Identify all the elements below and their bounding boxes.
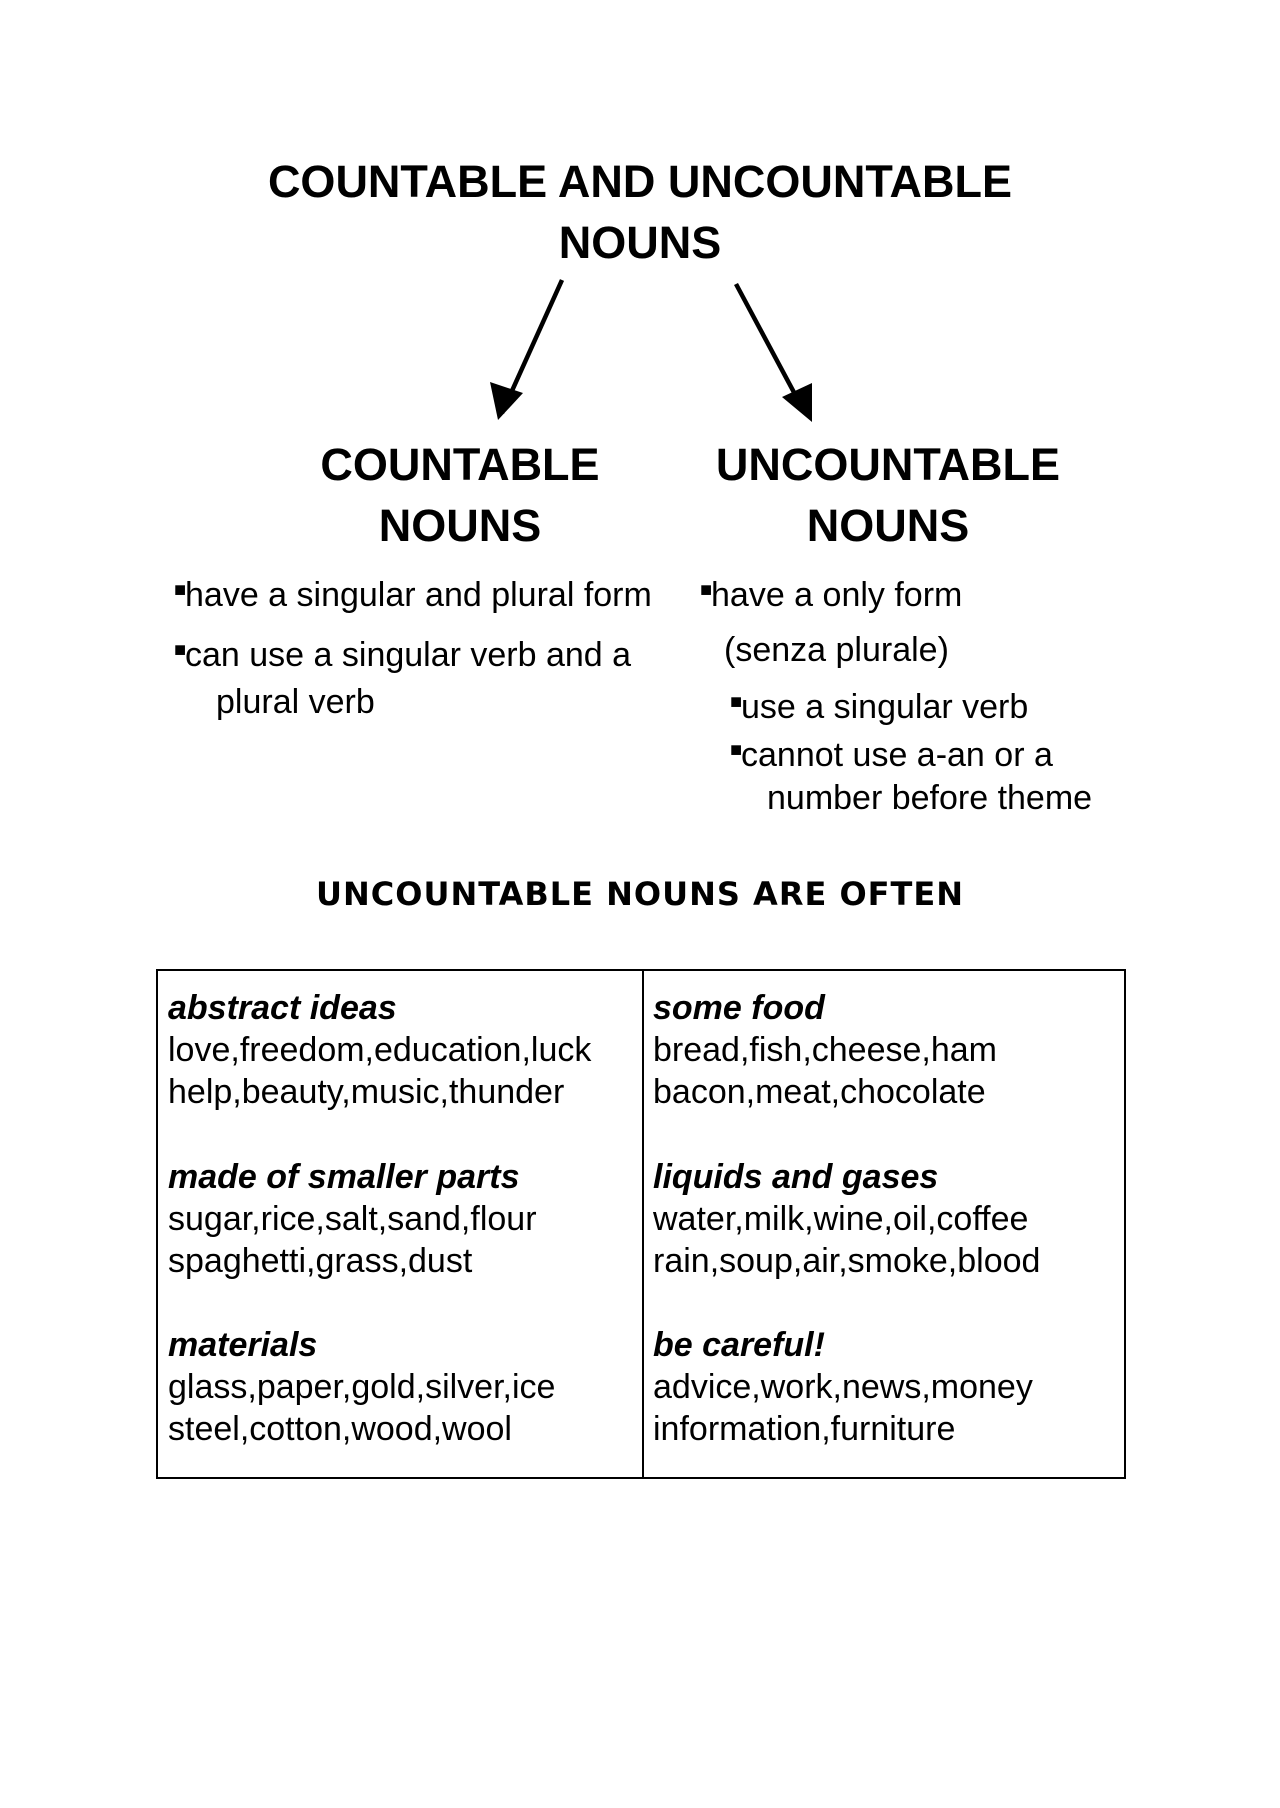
countable-heading-line1: COUNTABLE: [320, 439, 600, 490]
section-heading: UNCOUNTABLE NOUNS ARE OFTEN: [316, 875, 964, 913]
category-items: rain,soup,air,smoke,blood: [653, 1242, 1041, 1280]
category-items: spaghetti,grass,dust: [168, 1242, 473, 1280]
categories-table: [156, 969, 1126, 1479]
square-bullet-icon: ■: [700, 579, 713, 601]
table-cell: [653, 1324, 1033, 1450]
table-cell: [653, 987, 997, 1113]
uncountable-point-1: ■have a only form: [700, 570, 962, 615]
table-cell: [168, 987, 591, 1113]
countable-point-2: ■can use a singular verb and a: [174, 630, 631, 675]
square-bullet-icon: ■: [174, 639, 187, 661]
category-items: glass,paper,gold,silver,ice: [168, 1368, 556, 1406]
page-title-line1: COUNTABLE AND UNCOUNTABLE: [267, 156, 1013, 207]
uncountable-point-1-cont: (senza plurale): [724, 631, 949, 669]
category-label: materials: [168, 1326, 318, 1364]
category-items: bacon,meat,chocolate: [653, 1073, 986, 1111]
category-label: made of smaller parts: [168, 1158, 520, 1196]
uncountable-heading-line1: UNCOUNTABLE: [715, 439, 1061, 490]
category-items: steel,cotton,wood,wool: [168, 1410, 512, 1448]
uncountable-point-3: ■cannot use a-an or a: [730, 730, 1053, 775]
category-items: help,beauty,music,thunder: [168, 1073, 565, 1111]
page-title-line2: NOUNS: [558, 217, 722, 268]
category-items: information,furniture: [653, 1410, 956, 1448]
arrow-down-left-icon: [490, 280, 562, 420]
table-divider: [642, 971, 644, 1477]
category-label: abstract ideas: [168, 989, 397, 1027]
category-label: some food: [653, 989, 825, 1027]
category-label: be careful!: [653, 1326, 825, 1364]
table-cell: [168, 1156, 537, 1282]
category-items: love,freedom,education,luck: [168, 1031, 592, 1069]
category-items: water,milk,wine,oil,coffee: [653, 1200, 1029, 1238]
square-bullet-icon: ■: [730, 739, 743, 761]
arrow-down-right-icon: [736, 284, 812, 422]
category-items: sugar,rice,salt,sand,flour: [168, 1200, 537, 1238]
uncountable-point-3-cont: number before theme: [767, 779, 1093, 817]
category-label: liquids and gases: [653, 1158, 939, 1196]
table-cell: [653, 1156, 1040, 1282]
countable-heading-line2: NOUNS: [378, 500, 542, 551]
category-items: bread,fish,cheese,ham: [653, 1031, 997, 1069]
square-bullet-icon: ■: [174, 579, 187, 601]
square-bullet-icon: ■: [730, 691, 743, 713]
countable-point-2-cont: plural verb: [216, 683, 375, 721]
countable-point-1: ■have a singular and plural form: [174, 570, 652, 615]
uncountable-point-2: ■use a singular verb: [730, 682, 1028, 727]
category-items: advice,work,news,money: [653, 1368, 1033, 1406]
uncountable-heading-line2: NOUNS: [806, 500, 970, 551]
table-cell: [168, 1324, 555, 1450]
